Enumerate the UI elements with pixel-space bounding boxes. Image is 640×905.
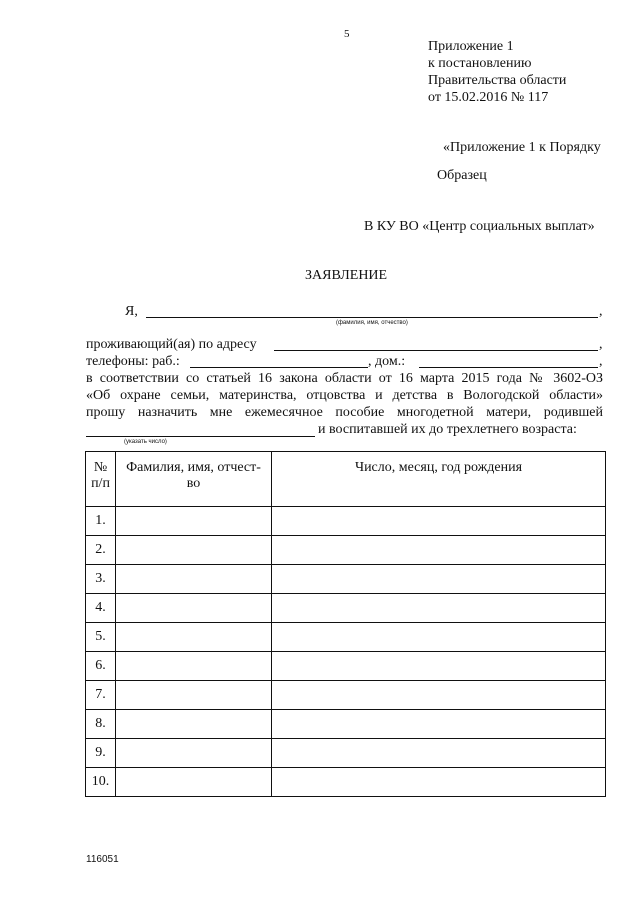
table-row xyxy=(86,768,606,797)
table-row xyxy=(86,681,606,710)
table-row xyxy=(86,565,606,594)
phones-label: телефоны: раб.: xyxy=(86,354,180,369)
full-name-field[interactable] xyxy=(146,317,598,318)
child-birthdate-cell[interactable] xyxy=(272,768,606,797)
table-row xyxy=(86,652,606,681)
law-reference-line-2: «Об охране семьи, материнства, отцовства и детства в Вологодской области» xyxy=(86,388,603,403)
home-phone-label: , дом.: xyxy=(368,354,406,369)
appendix-header-line-1: Приложение 1 xyxy=(428,39,514,54)
children-count-hint: (указать число) xyxy=(124,439,167,445)
appendix-header-line-4: от 15.02.2016 № 117 xyxy=(428,90,549,105)
column-header-number xyxy=(86,452,116,507)
column-header-birthdate xyxy=(272,452,606,507)
child-birthdate-cell[interactable] xyxy=(272,681,606,710)
table-row xyxy=(86,507,606,536)
law-reference-line-1: в соответствии со статьей 16 закона области от 16 марта 2015 года № 3602-ОЗ xyxy=(86,371,603,386)
row-number: 6. xyxy=(86,652,116,681)
row-number: 4. xyxy=(86,594,116,623)
child-name-cell[interactable] xyxy=(116,565,272,594)
child-name-cell[interactable] xyxy=(116,507,272,536)
address-field[interactable] xyxy=(274,350,598,351)
child-name-cell[interactable] xyxy=(116,681,272,710)
column-header-number-label: № п/п xyxy=(91,460,110,491)
child-name-cell[interactable] xyxy=(116,594,272,623)
child-name-cell[interactable] xyxy=(116,536,272,565)
child-birthdate-cell[interactable] xyxy=(272,507,606,536)
appendix-header-line-2: к постановлению xyxy=(428,56,532,71)
column-header-birthdate-label: Число, месяц, год рождения xyxy=(354,460,523,475)
row-number: 7. xyxy=(86,681,116,710)
page-number: 5 xyxy=(344,28,350,40)
child-name-cell[interactable] xyxy=(116,652,272,681)
appendix-header-line-3: Правительства области xyxy=(428,73,567,88)
document-title: ЗАЯВЛЕНИЕ xyxy=(305,268,388,283)
column-header-name xyxy=(116,452,272,507)
child-birthdate-cell[interactable] xyxy=(272,565,606,594)
row-number: 9. xyxy=(86,739,116,768)
column-header-name-label: Фамилия, имя, отчест- во xyxy=(126,460,261,491)
table-row xyxy=(86,739,606,768)
address-label: проживающий(ая) по адресу xyxy=(86,337,257,352)
children-table xyxy=(85,451,606,797)
child-birthdate-cell[interactable] xyxy=(272,623,606,652)
phones-end-comma: , xyxy=(599,354,603,369)
row-number: 10. xyxy=(86,768,116,797)
child-name-cell[interactable] xyxy=(116,623,272,652)
i-label: Я, xyxy=(125,304,138,319)
row-number: 2. xyxy=(86,536,116,565)
addressee: В КУ ВО «Центр социальных выплат» xyxy=(364,219,595,234)
children-count-field[interactable] xyxy=(86,436,315,437)
table-row xyxy=(86,536,606,565)
home-phone-field[interactable] xyxy=(419,367,598,368)
work-phone-field[interactable] xyxy=(190,367,368,368)
child-birthdate-cell[interactable] xyxy=(272,710,606,739)
child-name-cell[interactable] xyxy=(116,710,272,739)
row-number: 8. xyxy=(86,710,116,739)
row-number: 5. xyxy=(86,623,116,652)
full-name-hint: (фамилия, имя, отчество) xyxy=(336,320,408,326)
child-birthdate-cell[interactable] xyxy=(272,652,606,681)
sample-label: Образец xyxy=(437,168,487,183)
i-end-comma: , xyxy=(599,304,603,319)
child-birthdate-cell[interactable] xyxy=(272,536,606,565)
child-birthdate-cell[interactable] xyxy=(272,739,606,768)
upbringing-line: и воспитавшей их до трехлетнего возраста: xyxy=(318,422,577,437)
table-row xyxy=(86,623,606,652)
address-end-comma: , xyxy=(599,337,603,352)
child-name-cell[interactable] xyxy=(116,739,272,768)
request-line: прошу назначить мне ежемесячное пособие многодетной матери, родившей xyxy=(86,405,603,420)
table-header-row xyxy=(86,452,606,507)
row-number: 3. xyxy=(86,565,116,594)
table-row xyxy=(86,594,606,623)
order-appendix: «Приложение 1 к Порядку xyxy=(443,140,601,155)
child-name-cell[interactable] xyxy=(116,768,272,797)
child-birthdate-cell[interactable] xyxy=(272,594,606,623)
row-number: 1. xyxy=(86,507,116,536)
footer-code: 116051 xyxy=(86,854,119,865)
table-row xyxy=(86,710,606,739)
